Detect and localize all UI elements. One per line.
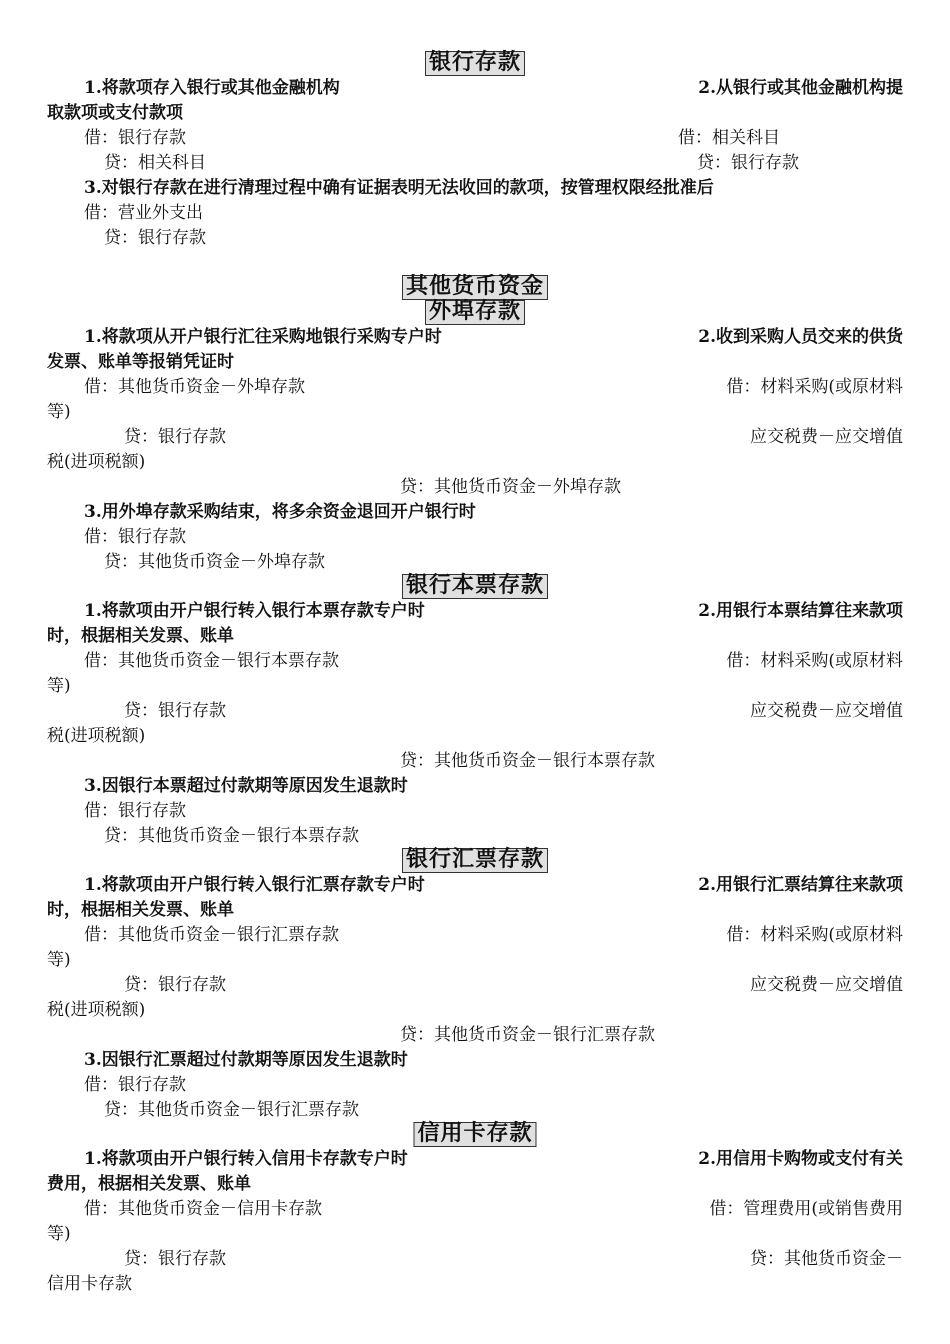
subsection-title-out-of-town-deposit: 外埠存款 bbox=[425, 300, 525, 325]
item-2: 2.用信用卡购物或支付有关 bbox=[698, 1149, 903, 1169]
item-2: 2.用银行本票结算往来款项 bbox=[698, 601, 903, 621]
item-1: 1.将款项由开户银行转入信用卡存款专户时 bbox=[84, 1149, 408, 1169]
credit-entry: 贷：银行存款 bbox=[124, 1249, 226, 1269]
credit-entry: 贷：其他货币资金－银行汇票存款 bbox=[104, 1100, 359, 1120]
debit-entry: 借：材料采购(或原材料 bbox=[726, 651, 903, 671]
tax-entry: 应交税费－应交增值 bbox=[750, 701, 903, 721]
debit-entry: 借：其他货币资金－外埠存款 bbox=[84, 377, 305, 397]
item-2-cont: 时，根据相关发票、账单 bbox=[47, 626, 234, 646]
debit-entry: 借：相关科目 bbox=[678, 128, 780, 148]
credit-entry: 贷：银行存款 bbox=[124, 701, 226, 721]
section-title-bank-deposit: 银行存款 bbox=[425, 51, 525, 76]
credit-entry: 贷：相关科目 bbox=[104, 153, 206, 173]
debit-entry: 借：管理费用(或销售费用 bbox=[709, 1199, 903, 1219]
item-1: 1.将款项由开户银行转入银行汇票存款专户时 bbox=[84, 875, 425, 895]
tax-entry-cont: 税(进项税额) bbox=[47, 452, 146, 472]
tax-entry-cont: 税(进项税额) bbox=[47, 726, 146, 746]
section-title-bank-draft-deposit: 银行汇票存款 bbox=[402, 848, 548, 873]
credit-entry: 贷：银行存款 bbox=[124, 975, 226, 995]
item-3: 3.因银行本票超过付款期等原因发生退款时 bbox=[84, 776, 408, 796]
tax-entry: 应交税费－应交增值 bbox=[750, 427, 903, 447]
debit-entry: 借：银行存款 bbox=[84, 1075, 186, 1095]
debit-entry: 借：材料采购(或原材料 bbox=[726, 925, 903, 945]
item-2: 2.收到采购人员交来的供货 bbox=[698, 327, 903, 347]
credit-entry: 贷：银行存款 bbox=[124, 427, 226, 447]
debit-entry: 借：银行存款 bbox=[84, 128, 186, 148]
credit-entry: 贷：其他货币资金－外埠存款 bbox=[400, 477, 621, 497]
section-title-other-monetary-funds: 其他货币资金 bbox=[402, 275, 548, 300]
debit-entry-cont: 等) bbox=[47, 950, 71, 970]
item-2: 2.从银行或其他金融机构提 bbox=[698, 78, 903, 98]
debit-entry: 借：营业外支出 bbox=[84, 203, 203, 223]
item-2: 2.用银行汇票结算往来款项 bbox=[698, 875, 903, 895]
credit-entry: 贷：其他货币资金－银行汇票存款 bbox=[400, 1025, 655, 1045]
debit-entry-cont: 等) bbox=[47, 402, 71, 422]
credit-entry: 贷：银行存款 bbox=[104, 228, 206, 248]
debit-entry: 借：银行存款 bbox=[84, 801, 186, 821]
item-3: 3.对银行存款在进行清理过程中确有证据表明无法收回的款项，按管理权限经批准后 bbox=[84, 178, 714, 198]
section-title-credit-card-deposit: 信用卡存款 bbox=[413, 1122, 536, 1147]
item-1: 1.将款项由开户银行转入银行本票存款专户时 bbox=[84, 601, 425, 621]
section-title-cashier-check-deposit: 银行本票存款 bbox=[402, 574, 548, 599]
item-2-cont: 发票、账单等报销凭证时 bbox=[47, 352, 234, 372]
credit-entry: 贷：银行存款 bbox=[697, 153, 799, 173]
debit-entry-cont: 等) bbox=[47, 676, 71, 696]
credit-entry: 贷：其他货币资金－ bbox=[750, 1249, 903, 1269]
item-2-cont: 取款项或支付款项 bbox=[47, 103, 183, 123]
debit-entry: 借：其他货币资金－银行汇票存款 bbox=[84, 925, 339, 945]
item-1: 1.将款项从开户银行汇往采购地银行采购专户时 bbox=[84, 327, 442, 347]
item-1: 1.将款项存入银行或其他金融机构 bbox=[84, 78, 340, 98]
debit-entry: 借：银行存款 bbox=[84, 527, 186, 547]
credit-entry: 贷：其他货币资金－银行本票存款 bbox=[400, 751, 655, 771]
debit-entry: 借：其他货币资金－银行本票存款 bbox=[84, 651, 339, 671]
item-3: 3.因银行汇票超过付款期等原因发生退款时 bbox=[84, 1050, 408, 1070]
debit-entry: 借：材料采购(或原材料 bbox=[726, 377, 903, 397]
debit-entry: 借：其他货币资金－信用卡存款 bbox=[84, 1199, 322, 1219]
item-2-cont: 时，根据相关发票、账单 bbox=[47, 900, 234, 920]
credit-entry: 贷：其他货币资金－银行本票存款 bbox=[104, 826, 359, 846]
credit-entry: 贷：其他货币资金－外埠存款 bbox=[104, 552, 325, 572]
item-2-cont: 费用，根据相关发票、账单 bbox=[47, 1174, 251, 1194]
credit-entry-cont: 信用卡存款 bbox=[47, 1274, 132, 1294]
tax-entry: 应交税费－应交增值 bbox=[750, 975, 903, 995]
debit-entry-cont: 等) bbox=[47, 1224, 71, 1244]
item-3: 3.用外埠存款采购结束，将多余资金退回开户银行时 bbox=[84, 502, 476, 522]
tax-entry-cont: 税(进项税额) bbox=[47, 1000, 146, 1020]
